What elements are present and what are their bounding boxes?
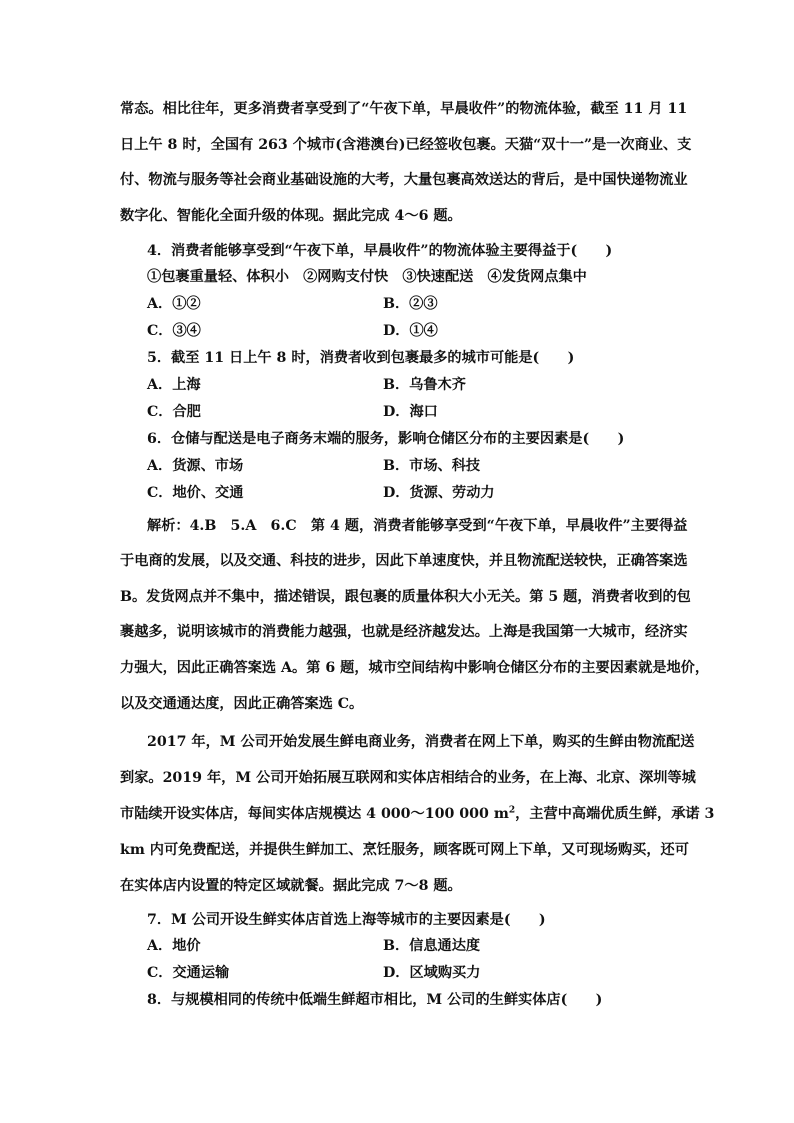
question-5-stem: 5．截至 11 日上午 8 时，消费者收到包裹最多的城市可能是( ) [147, 350, 575, 366]
question-6-option-c: C．地价、交通 [147, 485, 244, 501]
question-7-option-c: C．交通运输 [147, 965, 230, 981]
question-6-stem: 6．仓储与配送是电子商务末端的服务，影响仓储区分布的主要因素是( ) [147, 431, 625, 447]
question-8-stem: 8．与规模相同的传统中低端生鲜超市相比，M 公司的生鲜实体店( ) [147, 992, 603, 1008]
question-4-option-c: C．③④ [147, 323, 201, 339]
question-5-option-b: B．乌鲁木齐 [383, 377, 466, 393]
analysis-line-5: 力强大，因此正确答案选 A。第 6 题，城市空间结构中影响仓储区分布的主要因素就是地价， [120, 660, 710, 676]
question-7-option-a: A．地价 [147, 938, 201, 954]
passage-1-line-2: 日上午 8 时，全国有 263 个城市(含港澳台)已经签收包裹。天猫“双十一”是一次商业、支 [120, 137, 692, 153]
question-7-option-b: B．信息通达度 [383, 938, 481, 954]
question-4-items: ①包裹重量轻、体积小 ②网购支付快 ③快速配送 ④发货网点集中 [147, 269, 587, 285]
question-4-option-d: D．①④ [383, 323, 438, 339]
analysis-line-4: 裹越多，说明该城市的消费能力越强，也就是经济越发达。上海是我国第一大城市，经济实 [120, 624, 688, 640]
passage-2-line-1: 2017 年，M 公司开始发展生鲜电商业务，消费者在网上下单，购买的生鲜由物流配送 [147, 734, 695, 750]
passage-1-line-1: 常态。相比往年，更多消费者享受到了“午夜下单，早晨收件”的物流体验，截至 11 月 11 [120, 101, 688, 117]
passage-1-line-3: 付、物流与服务等社会商业基础设施的大考，大量包裹高效送达的背后，是中国快递物流业 [120, 172, 688, 188]
passage-2-line-3-text: 市陆续开设实体店，每间实体店规模达 4 000～100 000 m [120, 806, 509, 822]
question-5-option-a: A．上海 [147, 377, 201, 393]
passage-2-line-5: 在实体店内设置的特定区域就餐。据此完成 7～8 题。 [120, 878, 462, 894]
question-5-option-d: D．海口 [383, 404, 438, 420]
passage-1-line-4: 数字化、智能化全面升级的体现。据此完成 4～6 题。 [120, 208, 462, 224]
question-5-option-c: C．合肥 [147, 404, 201, 420]
question-6-option-b: B．市场、科技 [383, 458, 481, 474]
question-4-option-b: B．②③ [383, 296, 438, 312]
analysis-line-1: 解析：4.B 5.A 6.C 第 4 题，消费者能够享受到“午夜下单，早晨收件”主要得益 [147, 518, 688, 534]
question-4-stem: 4．消费者能够享受到“午夜下单，早晨收件”的物流体验主要得益于( ) [147, 243, 613, 259]
passage-2-line-2: 到家。2019 年，M 公司开始拓展互联网和实体店相结合的业务，在上海、北京、深圳等城 [120, 770, 696, 786]
analysis-line-6: 以及交通通达度，因此正确答案选 C。 [120, 696, 364, 712]
passage-2-line-4: km 内可免费配送，并提供生鲜加工、烹饪服务，顾客既可网上下单，又可现场购买，还可 [120, 842, 689, 858]
question-6-option-a: A．货源、市场 [147, 458, 244, 474]
question-4-option-a: A．①② [147, 296, 201, 312]
superscript-2: 2 [508, 805, 516, 816]
passage-2-line-3-tail: ，主营中高端优质生鲜，承诺 3 [515, 806, 715, 822]
question-7-stem: 7．M 公司开设生鲜实体店首选上海等城市的主要因素是( ) [147, 912, 546, 928]
analysis-line-2: 于电商的发展，以及交通、科技的进步，因此下单速度快，并且物流配送较快，正确答案选 [120, 553, 688, 569]
question-7-option-d: D．区域购买力 [383, 965, 481, 981]
analysis-line-3: B。发货网点并不集中，描述错误，跟包裹的质量体积大小无关。第 5 题，消费者收到的包 [120, 589, 691, 605]
question-6-option-d: D．货源、劳动力 [383, 485, 495, 501]
passage-2-line-3 [120, 804, 715, 824]
